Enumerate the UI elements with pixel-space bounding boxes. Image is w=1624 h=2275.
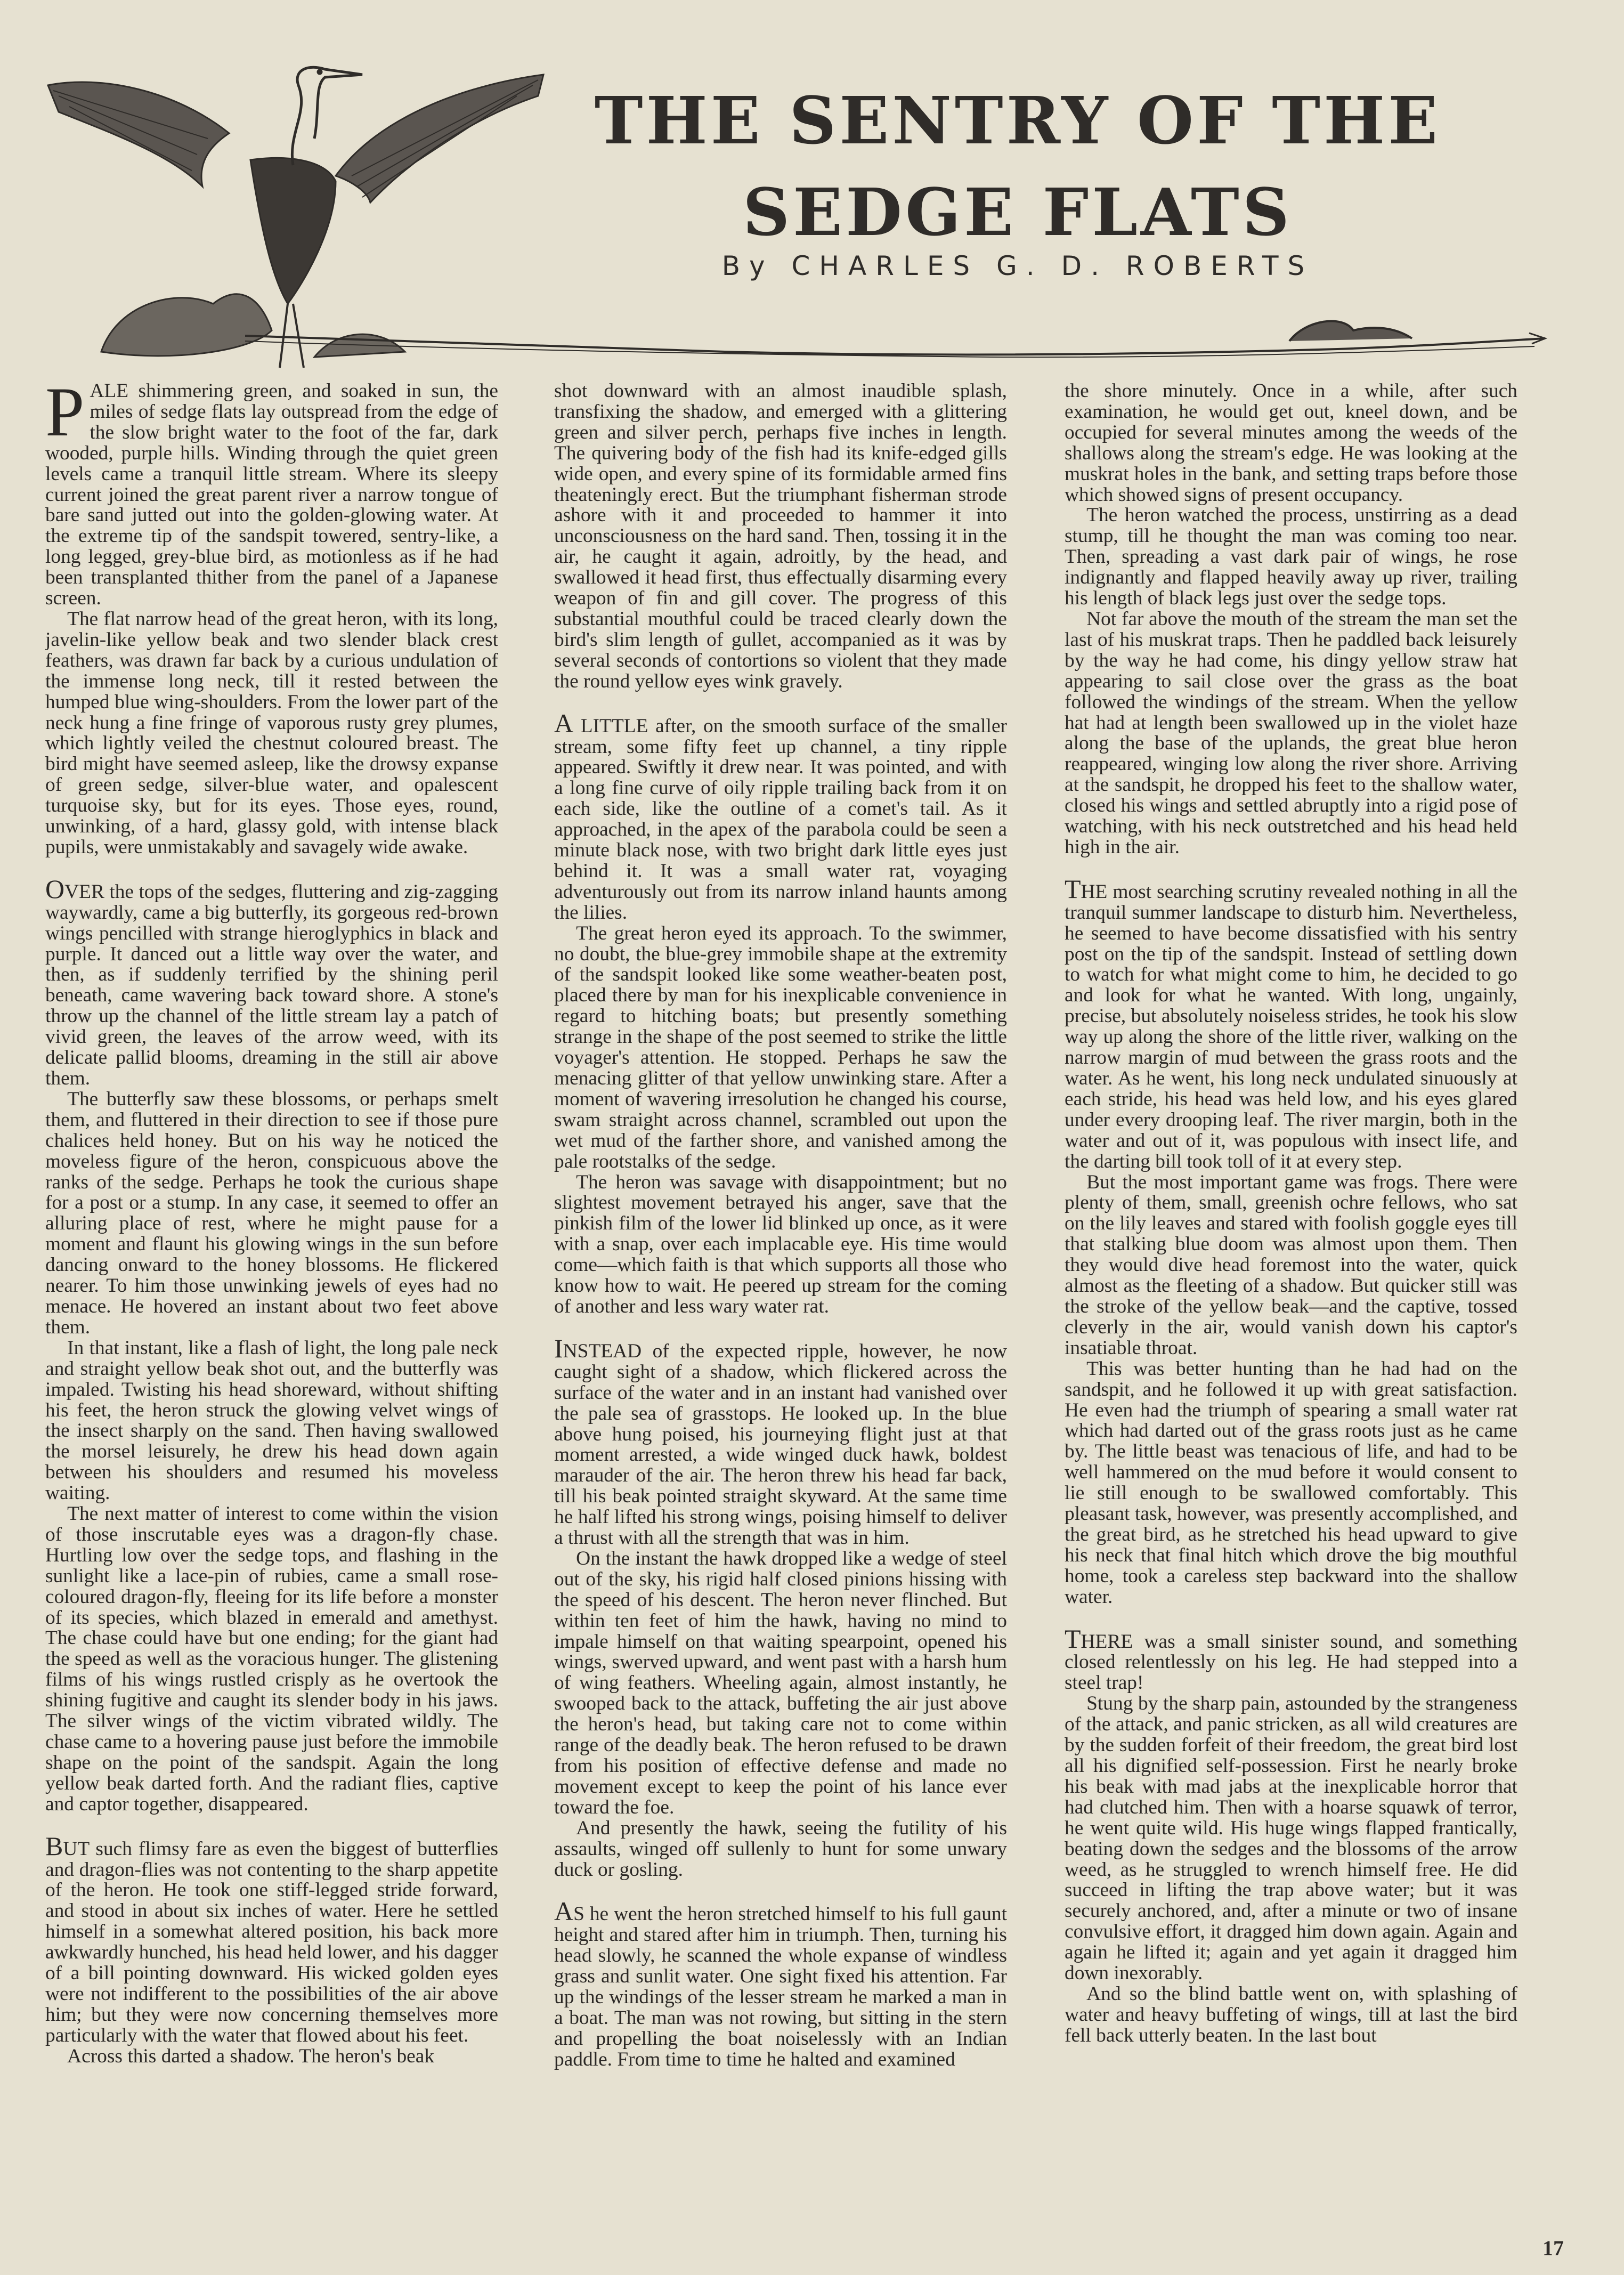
author-byline: By CHARLES G. D. ROBERTS	[721, 250, 1314, 281]
paragraph-text: NSTEAD of the expected ripple, however, he now caught sight of a shadow, which flickered across the surface of the water and in an instant had vanished over the pale sea of grasstops. He looked up. In the blue above hung poised, his journeying flight just at that moment arrested, a wide winged duck hawk, boldest marauder of the air. The heron threw his head far back, till his beak pointed straight skyward. At the same time he half lifted his strong wings, poising himself to deliver a thrust with all the strength that was in him.	[554, 1340, 1007, 1549]
paragraph-text: HERE was a small sinister sound, and something closed relentlessly on his leg. He had stepped into a steel trap!	[1065, 1630, 1517, 1694]
section-initial: T	[1065, 873, 1081, 904]
section-initial: B	[45, 1831, 63, 1861]
section-initial: I	[554, 1333, 563, 1363]
paragraph: shot downward with an almost inaudible splash, transfixing the shadow, and emerged with a glittering green and silver perch, perhaps five inches in length. The quivering body of the fish had its knife-edged gills wide open, and every spine of its formidable armed fins theateningly erect. But the triumphant fisherman strode ashore with it and proceeded to hammer it into unconsciousness on the hard sand. Then, tossing it in the air, he caught it again, adroitly, by the head, and swallowed it head first, thus effectually disarming every weapon of fin and gill cover. The progress of this substantial mouthful could be traced clearly down the bird's slim length of gullet, accompanied as it was by several seconds of contortions so violent that they made the round yellow eyes wink gravely.	[554, 381, 1007, 692]
paragraph-text: LITTLE after, on the smooth surface of the smaller stream, some fifty feet up channel, a tiny ripple appeared. Swiftly it drew near. It was pointed, and with a long fine curve of oily ripple trailing back from it on each side, like the outline of a comet's tail. As it approached, in the apex of the parabola could be seen a minute black nose, with two bright dark little eyes just behind it. It was a small water rat, voyaging adventurously out from its narrow inland haunts among the lilies.	[554, 715, 1007, 924]
paragraph: And presently the hawk, seeing the futility of his assaults, winged off sullenly to hunt for some unwary duck or gosling.	[554, 1817, 1007, 1881]
paragraph: The butterfly saw these blossoms, or perhaps smelt them, and fluttered in their direction to see if those pure chalices held honey. But on his way he noticed the moveless figure of the heron, conspicuous above the ranks of the sedge. Perhaps he took the curious shape for a post or a stump. In any case, it seemed to offer an alluring place of rest, where he might pause for a moment and flaunt his glowing wings in the sun before dancing onward to the honey blossoms. He flickered nearer. To him those unwinking jewels of eyes had no menace. He hovered an instant about two feet above them.	[45, 1088, 498, 1338]
section-initial: A	[554, 708, 574, 738]
paragraph: And so the blind battle went on, with splashing of water and heavy buffeting of wings, till at last the bird fell back utterly beaten. In the last bout	[1065, 1982, 1517, 2046]
paragraph: On the instant the hawk dropped like a wedge of steel out of the sky, his rigid half closed pinions hissing with the speed of his descent. The heron never flinched. But within ten feet of him the hawk, having no mind to impale himself on that waiting spearpoint, opened his wings, swerved upward, and went past with a harsh hum of wing feathers. Wheeling again, almost instantly, he swooped back to the attack, buffeting the air just above the heron's head, but taking care not to come within range of the deadly beak. The heron refused to be drawn from his position of effective defense and made no movement except to keep the point of his lance ever toward the foe.	[554, 1547, 1007, 1818]
title-line: SEDGE FLATS	[743, 174, 1293, 250]
page-number: 17	[1542, 2236, 1564, 2260]
paragraph: But the most important game was frogs. There were plenty of them, small, greenish ochre fellows, who sat on the lily leaves and stared with foolish goggle eyes till that stalking blue doom was almost upon them. Then they would dive head foremost into the water, quick almost as the fleeting of a shadow. But quicker still was the stroke of the yellow beak—and the captive, tossed cleverly in the air, would vanish down his captor's insatiable throat.	[1065, 1171, 1517, 1359]
paragraph	[45, 873, 498, 1089]
paragraph	[1065, 1623, 1517, 1694]
paragraph	[554, 708, 1007, 924]
section-initial: A	[554, 1896, 574, 1926]
paragraph-text: HE most searching scrutiny revealed nothing in all the tranquil summer landscape to disturb him. Nevertheless, he seemed to have become dissatisfied with his sentry post on the tip of the sandspit. Instead of settling down to watch for what might come to him, he decided to go and look for what he wanted. With long, ungainly, precise, but absolutely noiseless strides, he took his slow way up along the shore of the little river, walking on the narrow margin of mud between the grass roots and the water. As he went, his long neck undulated sinuously at each stride, his head was held low, and his eyes glared under every drooping leaf. The river margin, both in the water and out of it, was populous with insect life, and the darting bill took toll of it at every step.	[1065, 880, 1517, 1172]
text-column-1	[45, 381, 498, 2236]
text-column-3	[1065, 381, 1517, 2236]
paragraph-text: S he went the heron stretched himself to his full gaunt height and stared after him in triumph. Then, turning his head slowly, he scanned the whole expanse of windless grass and sunlit water. One sight fixed his attention. Far up the windings of the lesser stream he marked a man in a boat. The man was not rowing, but sitting in the stern and propelling the boat noiselessly with an Indian paddle. From time to time he halted and examined	[554, 1903, 1007, 2070]
decorative-grass-swoosh	[245, 298, 1550, 378]
paragraph-text: VER the tops of the sedges, fluttering and zig-zagging waywardly, came a big butterfly, its gorgeous red-brown wings pencilled with strange hieroglyphics in black and purple. It danced out a little way over the water, and then, as if suddenly terrified by the shining peril beneath, came wavering back toward shore. A stone's throw up the channel of the little stream lay a patch of vivid green, the leaves of the arrow weed, with its delicate pallid blooms, dreaming in the still air above them.	[45, 880, 498, 1089]
paragraph: In that instant, like a flash of light, the long pale neck and straight yellow beak shot out, and the butterfly was impaled. Twisting his head shoreward, without shifting his feet, the heron struck the glowing velvet wings of the insect sharply on the sand. Then having swallowed the morsel leisurely, he drew his head down again between his shoulders and resumed his moveless waiting.	[45, 1337, 498, 1504]
title-line: THE SENTRY OF THE	[594, 82, 1441, 159]
article-title	[538, 75, 1497, 258]
paragraph: The flat narrow head of the great heron, with its long, javelin-like yellow beak and two slender black crest feathers, was drawn far back by a curious undulation of the immense long neck, till it rested between the humped blue wing-shoulders. From the lower part of the neck hung a fine fringe of vaporous rusty grey plumes, which lightly veiled the chestnut coloured breast. The bird might have seemed asleep, like the drowsy expanse of green sedge, silver-blue water, and opalescent turquoise sky, but for its eyes. Those eyes, round, unwinking, of a hard, glassy gold, with intense black pupils, were unmistakably and savagely wide awake.	[45, 608, 498, 858]
drop-cap: P	[45, 381, 85, 451]
section-initial: O	[45, 873, 65, 904]
paragraph	[554, 1333, 1007, 1549]
paragraph	[1065, 873, 1517, 1172]
paragraph	[45, 1831, 498, 2046]
paragraph: the shore minutely. Once in a while, after such examination, he would get out, kneel down, and be occupied for several minutes among the weeds of the shallows along the stream's edge. He was looking at the muskrat holes in the bank, and setting traps before those which showed signs of present occupancy.	[1065, 381, 1517, 506]
paragraph: The next matter of interest to come within the vision of those inscrutable eyes was a dragon-fly chase. Hurtling low over the sedge tops, and flashing in the sunlight like a lace-pin of rubies, came a small rose-coloured dragon-fly, fleeing for its life before a monster of its species, which blazed in emerald and amethyst. The chase could have but one ending; for the giant had the speed as well as the voracious hunger. The glistening films of his wings rustled crisply as he overtook the shining fugitive and caught its slender body in his jaws. The silver wings of the victim vibrated wildly. The chase came to a hovering pause just before the immobile shape on the point of the sandspit. Again the long yellow beak darted forth. And the radiant flies, captive and captor together, disappeared.	[45, 1503, 498, 1815]
paragraph: Not far above the mouth of the stream the man set the last of his muskrat traps. Then he paddled back leisurely by the way he had come, his dingy yellow straw hat appearing to sail close over the grass as the boat followed the windings of the stream. When the yellow hat had at length been swallowed up in the violet haze along the base of the uplands, the great blue heron reappeared, winging low along the river shore. Arriving at the sandspit, he dropped his feet to the shallow water, closed his wings and settled abruptly into a rigid pose of watching, with his neck outstretched and his head held high in the air.	[1065, 608, 1517, 858]
paragraph-text: UT such flimsy fare as even the biggest of butterflies and dragon-flies was not contenting to the sharp appetite of the heron. He took one stiff-legged stride forward, and stood in about six inches of water. Here he settled himself in a somewhat altered position, his back more awkwardly hunched, his head held lower, and his dagger of a bill pointing downward. His wicked golden eyes were not indifferent to the possibilities of the air above him; but they were now concerning themselves more particularly with the water that flowed about his feet.	[45, 1837, 498, 2046]
paragraph	[45, 381, 498, 609]
section-initial: T	[1065, 1623, 1081, 1654]
paragraph: Stung by the sharp pain, astounded by the strangeness of the attack, and panic stricken, as all wild creatures are by the sudden forfeit of their freedom, the great bird lost all his dignified self-possession. First he nearly broke his beak with mad jabs at the inexplicable horror that had clutched him. Then with a hoarse squawk of terror, he went quite wild. His huge wings flapped frantically, beating down the sedges and the blossoms of the arrow weed, as he struggled to wrench himself free. He did succeed in lifting the trap above water; but it was securely anchored, and, after a minute or two of insane convulsive effort, it dragged him down again. Again and again he lifted it; again and yet again it dragged him down inexorably.	[1065, 1693, 1517, 1985]
paragraph: The great heron eyed its approach. To the swimmer, no doubt, the blue-grey immobile shape at the extremity of the sandspit looked like some weather-beaten post, placed there by man for his inexplicable convenience in regard to hitching boats; but presently something strange in the shape of the post seemed to strike the little voyager's attention. He stopped. Perhaps he saw the menacing glitter of that yellow unwinking stare. After a moment of wavering irresolution he changed his course, swam straight across channel, scrambled out upon the wet mud of the farther shore, and vanished among the pale rootstalks of the sedge.	[554, 922, 1007, 1172]
paragraph: The heron watched the process, unstirring as a dead stump, till he thought the man was coming too near. Then, spreading a vast dark pair of wings, he rose indignantly and flapped heavily away up river, trailing his length of black legs just over the sedge tops.	[1065, 504, 1517, 610]
text-column-2	[554, 381, 1007, 2236]
title-header	[0, 0, 1624, 373]
paragraph	[554, 1896, 1007, 2070]
paragraph: Across this darted a shadow. The heron's beak	[67, 2045, 435, 2067]
article-body	[0, 381, 1624, 2236]
paragraph: This was better hunting than he had had on the sandspit, and he followed it up with great satisfaction. He even had the triumph of spearing a small water rat which had darted out of the grass roots just as he came by. The little beast was tenacious of life, and had to be well hammered on the mud before it would consent to lie still enough to be swallowed comfortably. This pleasant task, however, was presently accomplished, and the great bird, as he stretched his head upward to give his neck that final hitch which drove the big mouthful home, took a careless step backward into the shallow water.	[1065, 1357, 1517, 1608]
paragraph: The heron was savage with disappointment; but no slightest movement betrayed his anger, save that the pinkish film of the lower lid blinked up once, as it were with a snap, over each implacable eye. His time would come—which faith is that which supports all those who know how to wait. He peered up stream for the coming of another and less wary water rat.	[554, 1171, 1007, 1317]
paragraph-text: ALE shimmering green, and soaked in sun, the miles of sedge flats lay outspread from the edge of the slow bright water to the foot of the far, dark wooded, purple hills. Winding through the quiet green levels came a tranquil little stream. Where its sleepy current joined the great parent river a narrow tongue of bare sand jutted out into the golden-glowing water. At the extreme tip of the sandspit towered, sentry-like, a long legged, grey-blue bird, as motionless as if he had been transplanted thither from the panel of a Japanese screen.	[45, 381, 498, 610]
